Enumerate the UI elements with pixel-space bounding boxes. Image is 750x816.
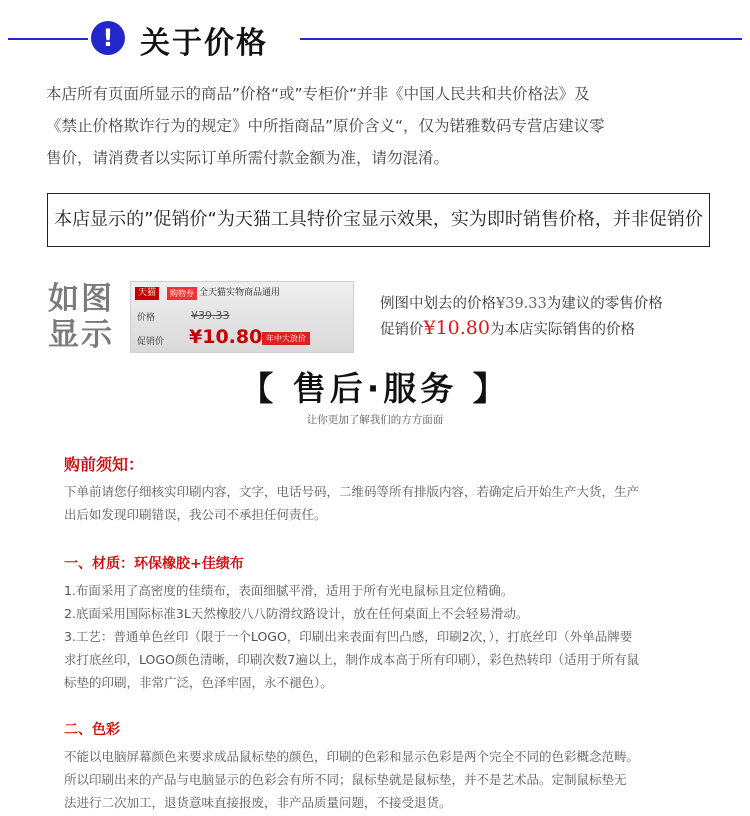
body-line: 2.底面采用国际标准3L天然橡胶八八防滑纹路设计，放在任何桌面上不会轻易滑动。 (64, 606, 529, 621)
note-old-price: ¥39.33 (496, 296, 547, 312)
body-line: 所以印刷出来的产品与电脑显示的色彩会有所不同；鼠标垫就是鼠标垫，并不是艺术品。定制鼠标垫无 (64, 772, 627, 787)
after-sales-title: 【 售后·服务 】 (240, 369, 510, 408)
body-line: 下单前请您仔细核实印刷内容，文字，电话号码，二维码等所有排版内容，若确定后开始生产大货，生产 (64, 484, 640, 499)
body-line: 法进行二次加工，退货意味直接报废，非产品质量问题，不接受退货。 (64, 795, 452, 810)
note-text: 促销价 (380, 322, 424, 338)
original-price: ¥39.33 (191, 309, 230, 322)
price-label: 价格 (137, 313, 156, 323)
section-body-notice (64, 480, 700, 526)
note-promo-price: ¥10.80 (423, 317, 490, 339)
note-text: 为本店实际销售的价格 (489, 322, 635, 338)
page-title: 关于价格 (140, 26, 268, 61)
body-line: 求打底丝印，LOGO颜色清晰，印刷次数7遍以上，制作成本高于所有印刷），彩色热转印（适用于所有鼠 (64, 652, 640, 667)
body-line: 1.布面采用了高密度的佳绩布，表面细腻平滑，适用于所有光电鼠标且定位精确。 (64, 583, 514, 598)
note-text: 为建议的零售价格 (546, 296, 663, 312)
sale-badge: 年中大放价 (262, 332, 310, 345)
example-label-line: 如图 (48, 281, 114, 317)
section-heading-color: 二、色彩 (64, 722, 120, 738)
price-intro-paragraph (46, 78, 722, 174)
header-rule-right (300, 38, 742, 40)
example-label-line: 显示 (48, 317, 114, 353)
intro-line: 本店所有页面所显示的商品”价格“或”专柜价“并非《中国人民共和共价格法》及 (46, 85, 590, 103)
intro-line: 售价，请消费者以实际订单所需付款金额为准，请勿混淆。 (46, 149, 450, 167)
coupon-tag: 购物券 (167, 287, 197, 300)
section-body-color (64, 745, 700, 814)
promo-price-notice-box: 本店显示的”促销价“为天猫工具特价宝显示效果，实为即时销售价格，并非促销价 (47, 193, 710, 247)
example-note-1 (380, 292, 663, 313)
body-line: 出后如发现印刷错误，我公司不承担任何责任。 (64, 507, 327, 522)
body-line: 标垫的印刷，非常广泛，色泽牢固，永不褪色）。 (64, 675, 333, 690)
body-line: 不能以电脑屏幕颜色来要求成品鼠标垫的颜色，印刷的色彩和显示色彩是两个完全不同的色彩概念范畴。 (64, 749, 640, 764)
example-price-card (130, 281, 354, 353)
intro-line: 《禁止价格欺诈行为的规定》中所指商品”原价含义“，仅为锘雅数码专营店建议零 (46, 117, 605, 135)
after-sales-subtitle: 让你更加了解我们的方方面面 (306, 414, 444, 426)
exclamation-icon: ! (91, 21, 125, 55)
coupon-description: 全天猫实物商品通用 (199, 288, 281, 298)
tmall-logo: 天猫 (135, 287, 159, 300)
body-line: 3.工艺：普通单色丝印（限于一个LOGO，印刷出来表面有凹凸感，印刷2次，），打底丝印（外单品牌要 (64, 629, 633, 644)
example-label (48, 281, 126, 353)
section-body-material (64, 579, 700, 694)
promo-price-label: 促销价 (137, 337, 165, 347)
section-heading-notice: 购前须知： (64, 455, 145, 474)
header-rule-left (8, 38, 88, 40)
section-heading-material: 一、材质：环保橡胶+佳绩布 (64, 556, 244, 572)
note-text: 例图中划去的价格 (380, 296, 496, 312)
example-note-2 (380, 317, 635, 339)
promo-price: ¥10.80 (189, 326, 263, 348)
